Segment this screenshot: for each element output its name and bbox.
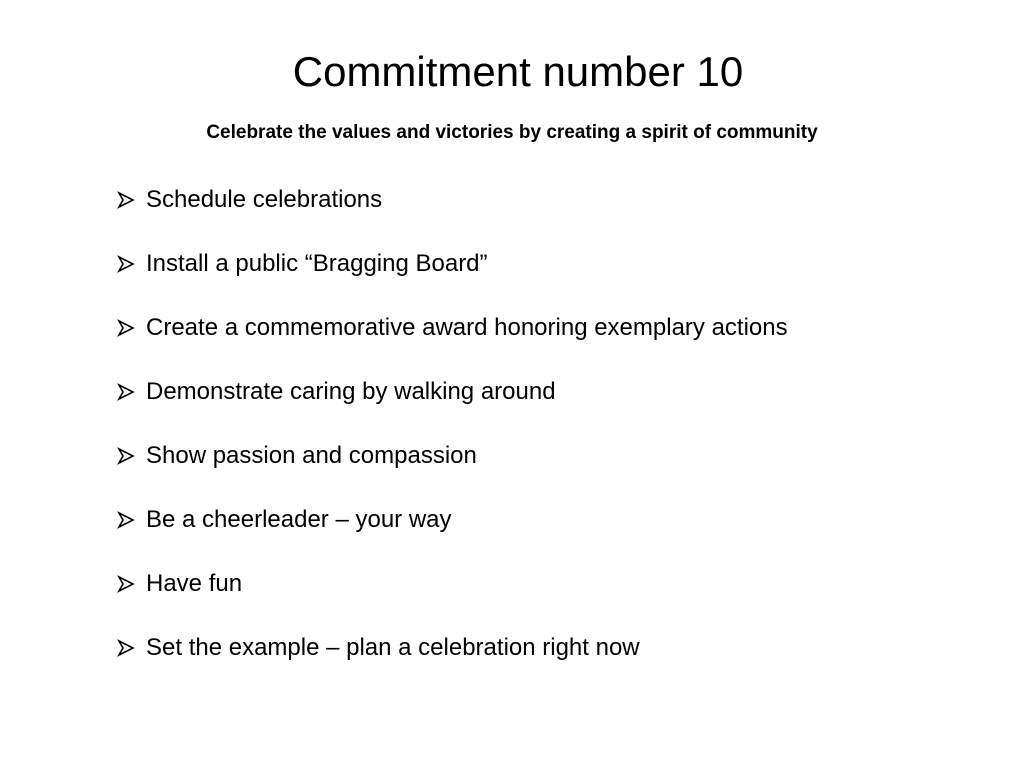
- bullet-item: [116, 232, 996, 296]
- bullet-item: [116, 424, 996, 488]
- bullet-item: [116, 616, 996, 680]
- arrow-bullet-icon: [116, 574, 136, 594]
- bullet-text: Have fun: [146, 570, 243, 597]
- bullet-text: Be a cheerleader – your way: [146, 506, 452, 533]
- arrow-bullet-icon: [116, 190, 136, 210]
- arrow-bullet-icon: [116, 510, 136, 530]
- bullet-text: Install a public “Bragging Board”: [146, 250, 488, 277]
- bullet-item: [116, 552, 996, 616]
- arrow-bullet-icon: [116, 446, 136, 466]
- arrow-bullet-icon: [116, 254, 136, 274]
- bullet-list: [116, 168, 996, 680]
- bullet-item: [116, 168, 996, 232]
- arrow-bullet-icon: [116, 638, 136, 658]
- bullet-text: Create a commemorative award honoring exemplary actions: [146, 314, 788, 341]
- bullet-text: Schedule celebrations: [146, 186, 383, 213]
- bullet-text: Set the example – plan a celebration right now: [146, 634, 640, 661]
- bullet-item: [116, 296, 996, 360]
- bullet-item: [116, 360, 996, 424]
- bullet-item: [116, 488, 996, 552]
- slide-subtitle: Celebrate the values and victories by creating a spirit of community: [206, 122, 818, 143]
- arrow-bullet-icon: [116, 382, 136, 402]
- arrow-bullet-icon: [116, 318, 136, 338]
- slide-title: Commitment number 10: [292, 48, 744, 95]
- bullet-text: Show passion and compassion: [146, 442, 477, 469]
- bullet-text: Demonstrate caring by walking around: [146, 378, 556, 405]
